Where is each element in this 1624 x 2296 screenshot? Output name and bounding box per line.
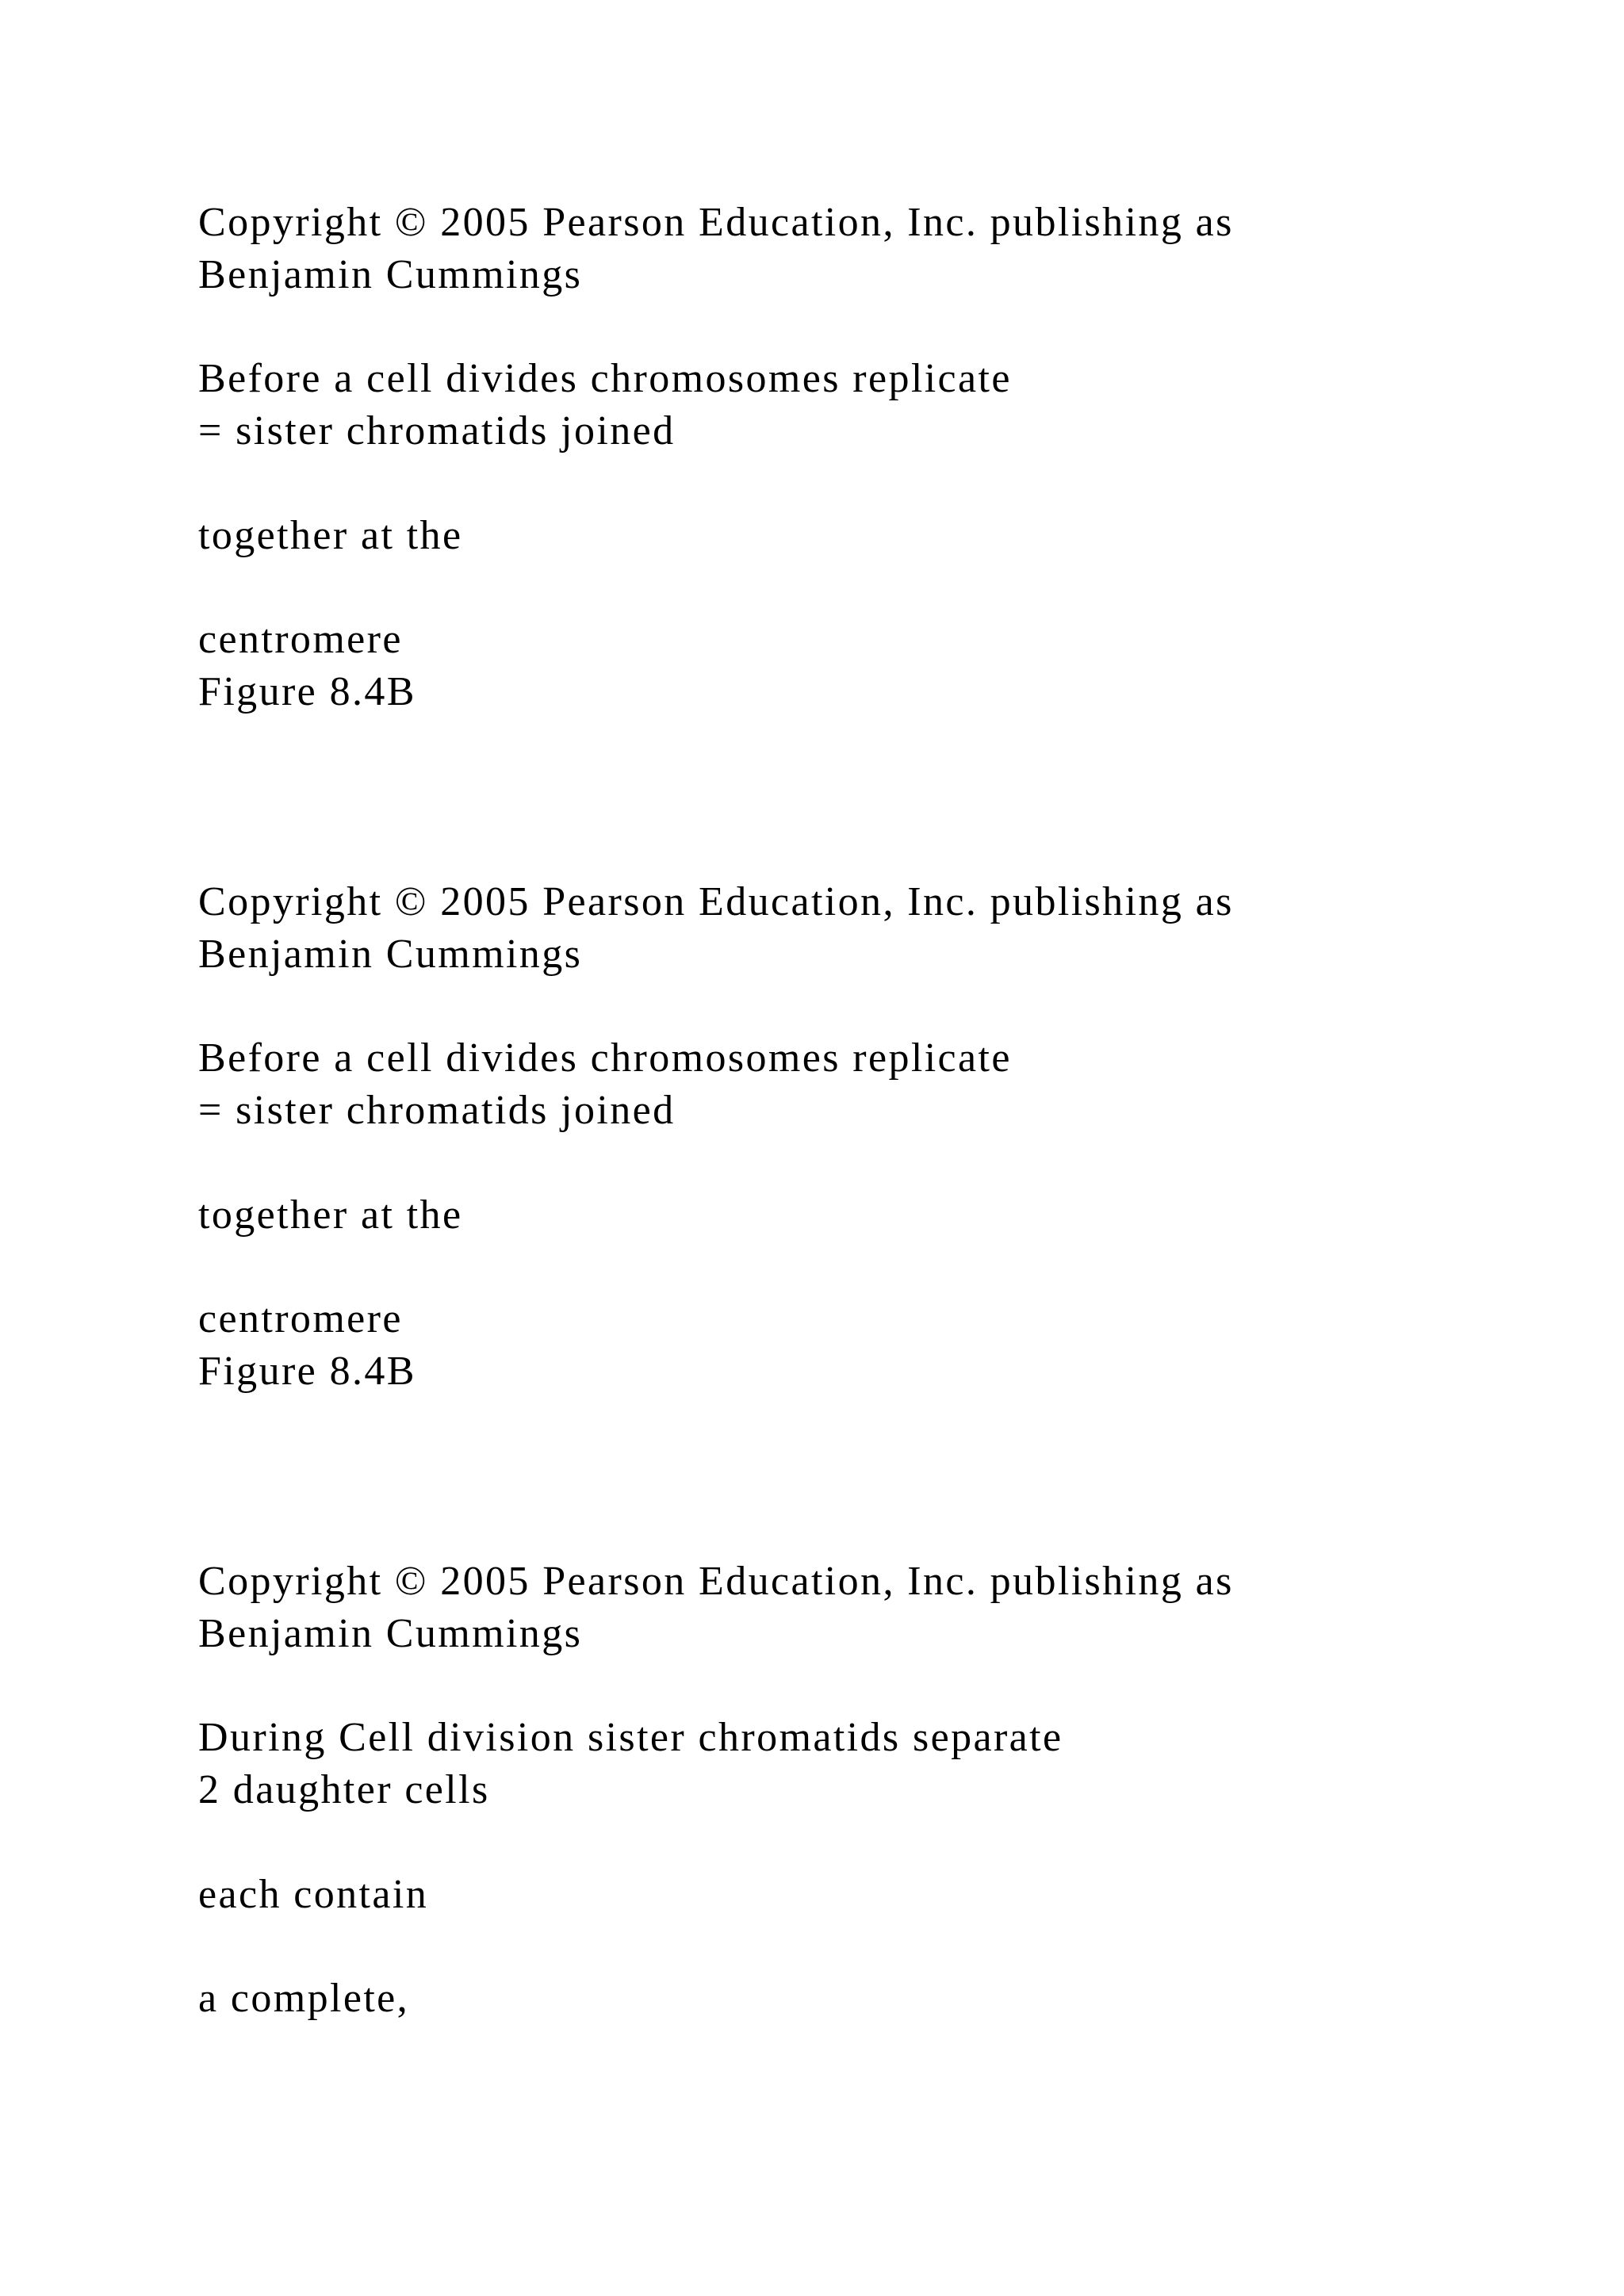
body-text-line: together at the: [198, 513, 463, 558]
copyright-notice: Copyright © 2005 Pearson Education, Inc. publishing as: [198, 1559, 1234, 1604]
body-text-line: each contain: [198, 1872, 429, 1917]
publisher-name: Benjamin Cummings: [198, 932, 583, 977]
body-text-line: Before a cell divides chromosomes replicate: [198, 356, 1012, 401]
body-text-line: 2 daughter cells: [198, 1767, 490, 1812]
body-text-line: Before a cell divides chromosomes replicate: [198, 1035, 1012, 1081]
body-text-line: = sister chromatids joined: [198, 408, 676, 453]
copyright-notice: Copyright © 2005 Pearson Education, Inc. publishing as: [198, 200, 1234, 245]
publisher-name: Benjamin Cummings: [198, 252, 583, 297]
body-text-line: centromere: [198, 617, 403, 662]
figure-reference: Figure 8.4B: [198, 1349, 416, 1394]
publisher-name: Benjamin Cummings: [198, 1611, 583, 1656]
body-text-line: = sister chromatids joined: [198, 1088, 676, 1133]
copyright-notice: Copyright © 2005 Pearson Education, Inc. publishing as: [198, 879, 1234, 924]
body-text-line: a complete,: [198, 1976, 410, 2021]
body-text-line: During Cell division sister chromatids separate: [198, 1715, 1063, 1760]
body-text-line: together at the: [198, 1192, 463, 1238]
body-text-line: centromere: [198, 1296, 403, 1341]
figure-reference: Figure 8.4B: [198, 669, 416, 714]
